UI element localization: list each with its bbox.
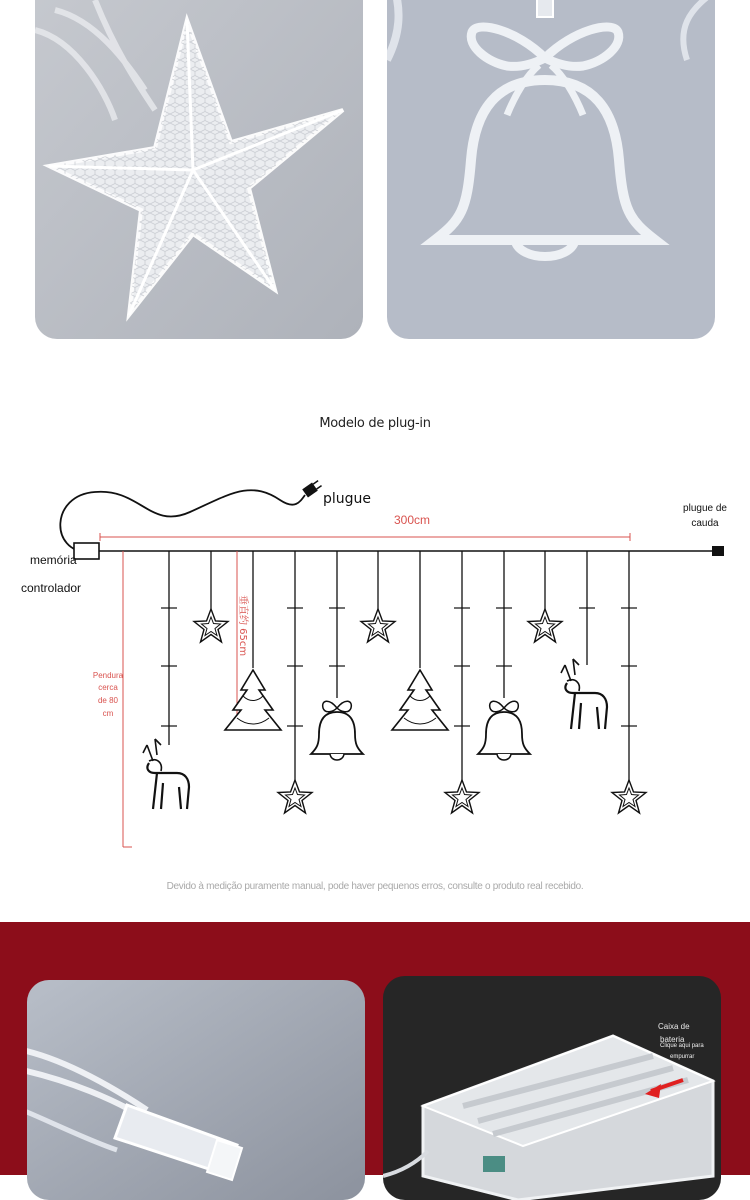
tail-plug-label-line2: cauda [691,518,719,529]
tail-plug-label-line1: plugue de [683,503,727,514]
deer-ornament-icon [561,659,607,729]
push-hint-line2: empurrar [670,1054,695,1060]
star-ornament-icon [528,609,562,642]
star-light-photo [35,0,363,339]
vertical-label: 垂直约 65cm [237,595,248,657]
star-ornament-icon [194,609,228,642]
hanging-strands [143,551,646,813]
star-ornament-icon [612,780,646,813]
star-ornament-icon [361,609,395,642]
wire-connector-photo [27,980,365,1200]
battery-box-label-line1: Caixa de [658,1022,690,1031]
battery-box-label-line2: bateria [660,1035,685,1044]
plug-in-diagram [0,460,750,870]
bell-light-photo [387,0,715,339]
hang-label-line1: Pendura [92,671,124,680]
memory-label: memória [30,553,77,567]
hang-label-line3: de 80 [97,696,119,705]
length-label: 300cm [394,513,431,527]
battery-box-photo [383,976,721,1200]
bell-ornament-icon [311,701,363,760]
star-ornament-icon [278,780,312,813]
push-hint-line1: Clique aqui para [660,1043,704,1049]
section-title: Modelo de plug-in [319,416,431,431]
tree-ornament-icon [392,670,448,730]
hang-label-line4: cm [102,709,114,718]
controller-label: controlador [21,581,82,595]
deer-ornament-icon [143,739,189,809]
bell-ornament-icon [478,701,530,760]
plug-label: plugue [323,491,372,507]
hang-label-line2: cerca [98,683,118,692]
star-ornament-icon [445,780,479,813]
tree-ornament-icon [225,670,281,730]
measurement-note: Devido à medição puramente manual, pode haver pequenos erros, consulte o produto real recebido. [166,881,584,892]
